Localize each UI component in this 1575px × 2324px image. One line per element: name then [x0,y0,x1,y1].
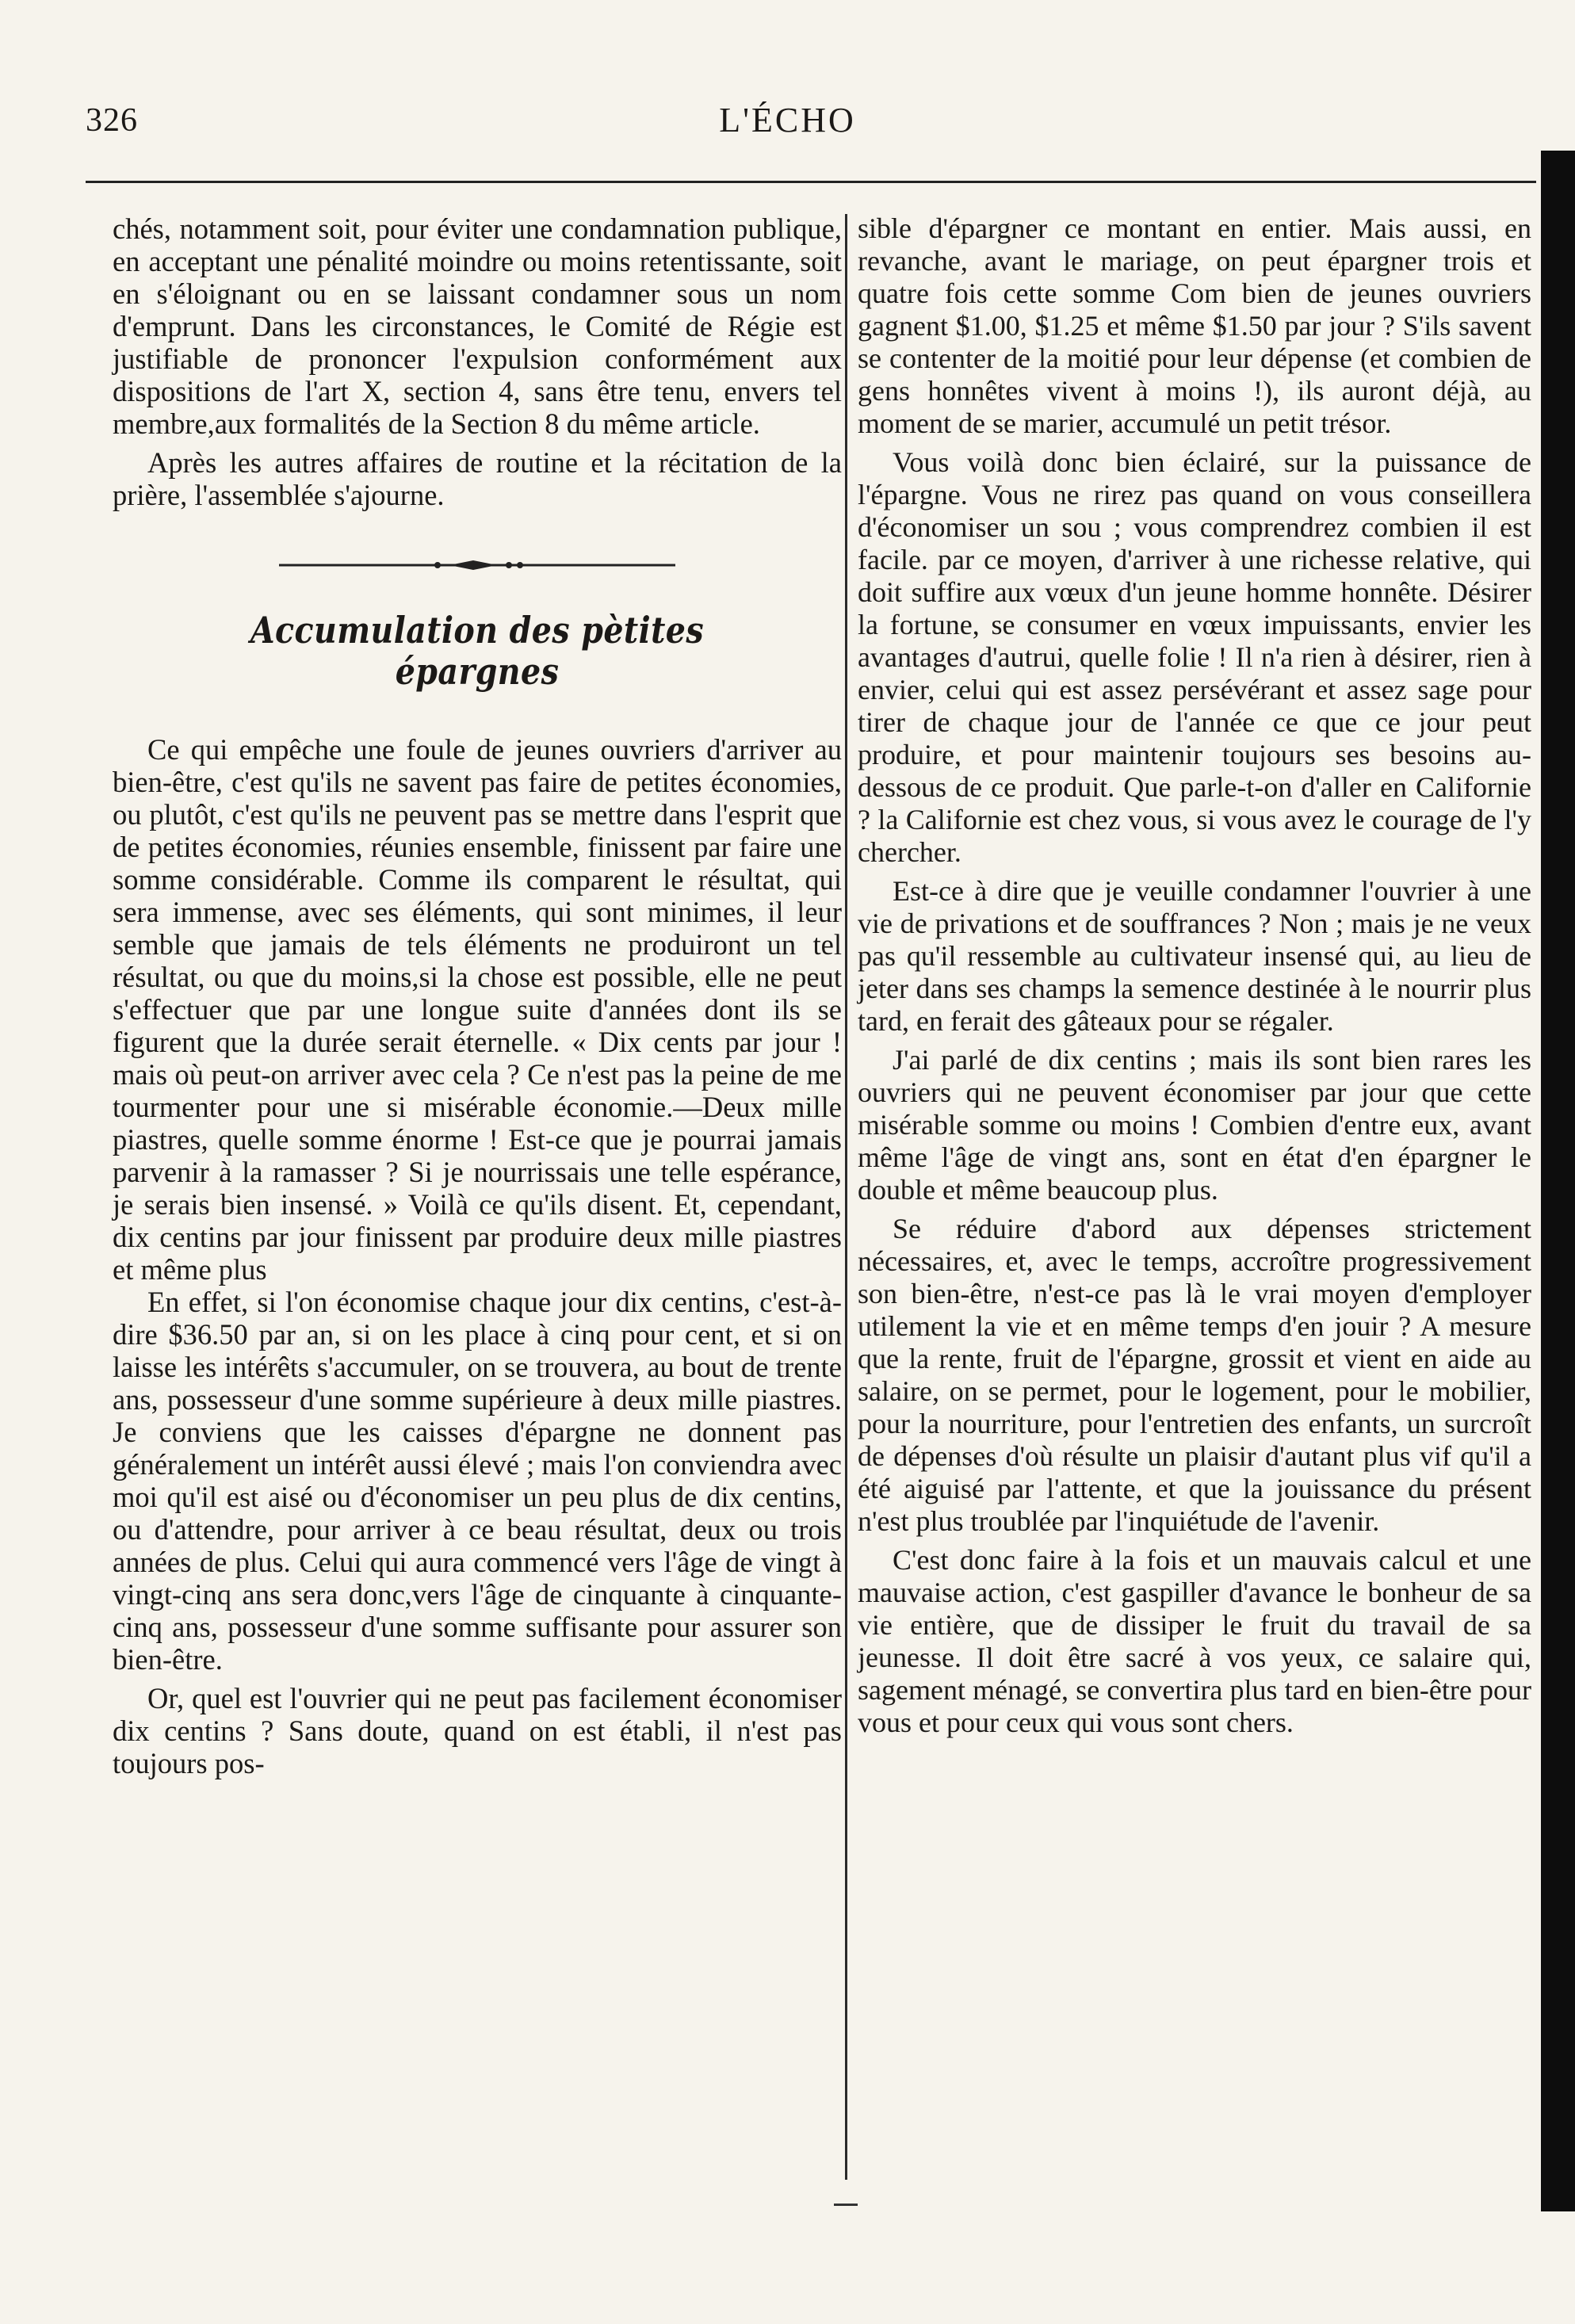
paragraph: Après les autres affaires de routine et la récitation de la prière, l'assemblée s'ajourne. [113,446,842,511]
page-number: 326 [86,102,138,139]
running-title: L'ÉCHO [719,101,856,140]
paragraph: Est-ce à dire que je veuille condamner l'ouvrier à une vie de privations et de souffrances ? Non ; mais je ne veux pas qu'il ressemble au cultivateur insensé qui, au lieu de jeter dans ses champs la semence destinée à le nourrir plus tard, en ferait des gâteaux pour se régaler. [858,875,1531,1037]
paragraph: J'ai parlé de dix centins ; mais ils sont bien rares les ouvriers qui ne peuvent économiser par jour que cette misérable somme ou moins ! Combien d'entre eux, avant même l'âge de vingt ans, sont en état d'en épargner le double et même beaucoup plus. [858,1044,1531,1206]
column-divider [845,214,847,2180]
paragraph: Se réduire d'abord aux dépenses strictement nécessaires, et, avec le temps, accroître progressivement son bien-être, n'est-ce pas là le vrai moyen d'employer utilement la vie et en même temps d'en jouir ? A mesure que la rente, fruit de l'épargne, grossit et vient en aide au salaire, on se permet, pour le logement, pour le mobilier, pour la nourriture, pour l'entretien des enfants, un surcroît de dépenses d'où résulte un plaisir d'autant plus vif qu'il a été aiguisé par l'attente, et que la jouissance du présent n'est plus troublée par l'inquiétude de l'avenir. [858,1213,1531,1537]
paragraph: Vous voilà donc bien éclairé, sur la puissance de l'épargne. Vous ne rirez pas quand on vous conseillera d'économiser un sou ; vous comprendrez combien il est facile. par ce moyen, d'arriver à une richesse relative, qui doit suffire aux vœux d'un jeune homme honnête. Désirer la fortune, se consumer en vœux impuissants, envier les avantages d'autrui, quelle folie ! Il n'a rien à désirer, rien à envier, celui qui est assez persévérant et assez sage pour tirer de chaque jour de l'année ce que ce jour peut produire, et pour maintenir toujours ses besoins au-dessous de ce produit. Que parle-t-on d'aller en Californie ? la Californie est chez vous, si vous avez le courage de l'y chercher. [858,446,1531,868]
article-title: Accumulation des pètites épargnes [250,609,705,693]
right-column [858,212,1531,1739]
ornament-divider [279,559,675,571]
bottom-dash [834,2204,858,2206]
header-rule [86,181,1536,183]
left-column [113,212,842,1779]
scan-edge [1541,151,1575,2211]
paragraph: En effet, si l'on économise chaque jour dix centins, c'est-à-dire $36.50 par an, si on les place à cinq pour cent, et si on laisse les intérêts s'accumuler, on se trouvera, au bout de trente ans, possesseur d'une somme supérieure à deux mille piastres. Je conviens que les caisses d'épargne ne donnent pas généralement un intérêt aussi élevé ; mais l'on conviendra avec moi qu'il est aisé ou d'économiser un peu plus de dix centins, ou d'attendre, pour arriver à ce beau résultat, deux ou trois années de plus. Celui qui aura commencé vers l'âge de vingt à vingt-cinq ans sera donc,vers l'âge de cinquante à cinquante-cinq ans, possesseur d'une somme suffisante pour assurer son bien-être. [113,1286,842,1676]
paragraph: Ce qui empêche une foule de jeunes ouvriers d'arriver au bien-être, c'est qu'ils ne savent pas faire de petites économies, ou plutôt, c'est qu'ils ne peuvent pas se mettre dans l'esprit que de petites économies, réunies ensemble, finissent par faire une somme considérable. Comme ils comparent le résultat, qui sera immense, avec ses éléments, qui sont minimes, il leur semble que jamais de tels éléments ne produiront un tel résultat, ou que du moins,si la chose est possible, elle ne peut s'effectuer que par une longue suite d'années dont ils se figurent que la durée serait éternelle. « Dix cents par jour ! mais où peut-on arriver avec cela ? Ce n'est pas la peine de me tourmenter pour une si misérable économie.—Deux mille piastres, quelle somme énorme ! Est-ce que je pourrai jamais parvenir à la ramasser ? Si je nourrissais une telle espérance, je serais bien insensé. » Voilà ce qu'ils disent. Et, cependant, dix centins par jour finissent par produire deux mille piastres et même plus [113,733,842,1286]
paragraph: Or, quel est l'ouvrier qui ne peut pas facilement économiser dix centins ? Sans doute, quand on est établi, il n'est pas toujours pos- [113,1682,842,1779]
paragraph: chés, notamment soit, pour éviter une condamnation publique, en acceptant une pénalité moindre ou moins retentissante, soit en s'éloignant ou en se laissant condamner sous un nom d'emprunt. Dans les circonstances, le Comité de Régie est justifiable de prononcer l'expulsion conformément aux dispositions de l'art X, section 4, sans être tenu, envers tel membre,aux formalités de la Section 8 du même article. [113,212,842,440]
paragraph: C'est donc faire à la fois et un mauvais calcul et une mauvaise action, c'est gaspiller d'avance le bonheur de sa vie entière, que de dissiper le fruit du travail de sa jeunesse. Il doit être sacré à vos yeux, ce salaire qui, sagement ménagé, se convertira plus tard en bien-être pour vous et pour ceux qui vous sont chers. [858,1544,1531,1738]
paragraph: sible d'épargner ce montant en entier. Mais aussi, en revanche, avant le mariage, on peut épargner trois et quatre fois cette somme Com bien de jeunes ouvriers gagnent $1.00, $1.25 et même $1.50 par jour ? S'ils savent se contenter de la moitié pour leur dépense (et combien de gens honnêtes vivent à moins !), ils auront déjà, au moment de se marier, accumulé un petit trésor. [858,212,1531,439]
